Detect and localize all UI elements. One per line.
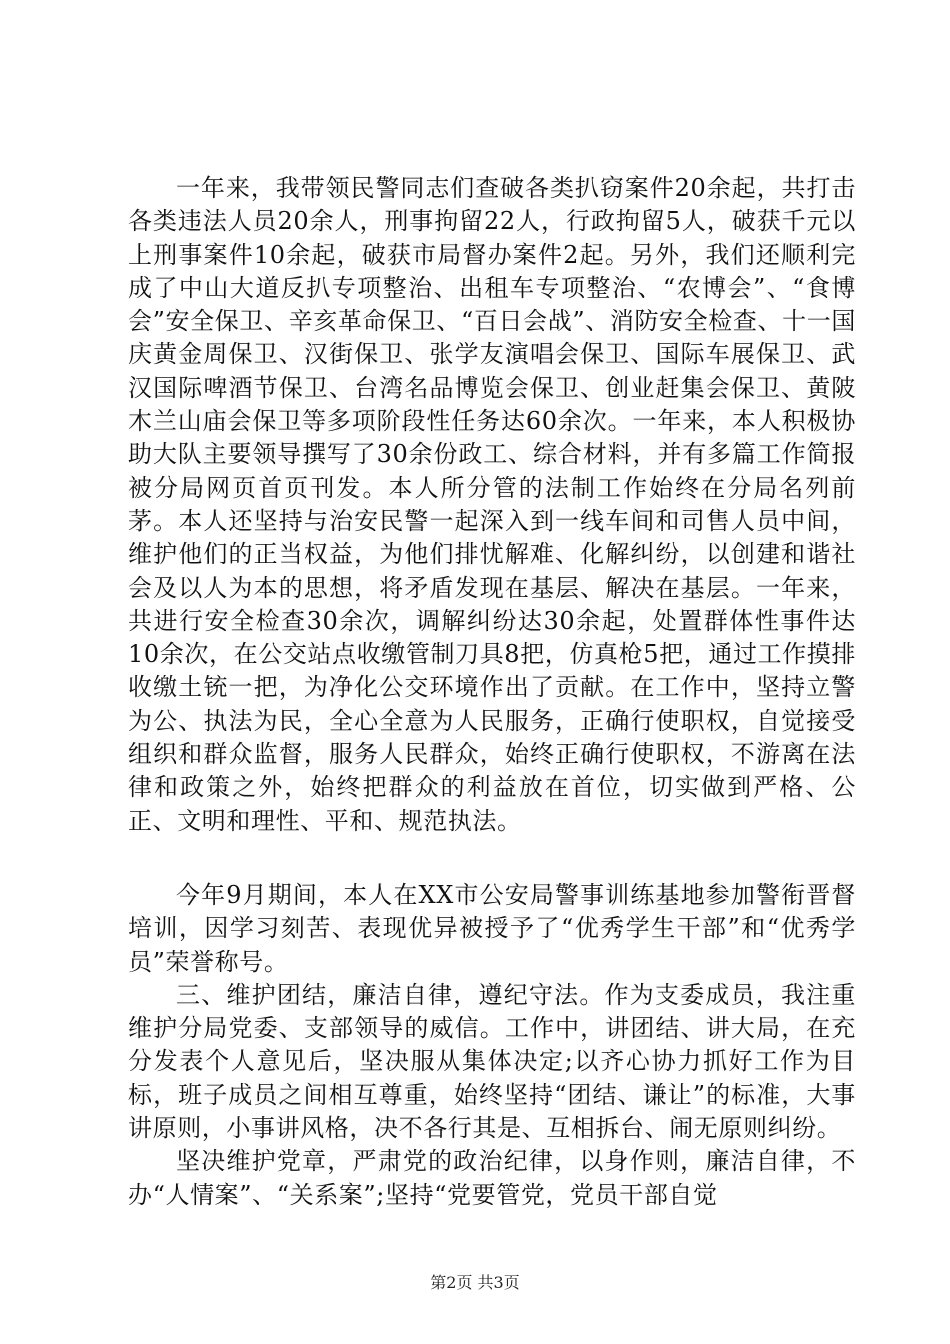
- document-body: [128, 172, 856, 1212]
- paragraph-unity-discipline: 三、维护团结，廉洁自律，遵纪守法。作为支委成员，我注重维护分局党委、支部领导的威信。工作中，讲团结、讲大局，在充分发表个人意见后，坚决服从集体决定;以齐心协力抓好工作为目标，班子成员之间相互尊重，始终坚持“团结、谦让”的标准，大事讲原则，小事讲风格，决不各行其是、互相拆台、闹无原则纠纷。: [128, 980, 856, 1143]
- page-footer: 第2页 共3页: [430, 1273, 520, 1292]
- paragraph-training-honor: 今年9月期间，本人在XX市公安局警事训练基地参加警衔晋督培训，因学习刻苦、表现优异被授予了“优秀学生干部”和“优秀学员”荣誉称号。: [128, 880, 856, 976]
- paragraph-work-summary: 一年来，我带领民警同志们查破各类扒窃案件20余起，共打击各类违法人员20余人，刑事拘留22人，行政拘留5人，破获千元以上刑事案件10余起，破获市局督办案件2起。另外，我们还顺利完成了中山大道反扒专项整治、出租车专项整治、“农博会”、“食博会”安全保卫、辛亥革命保卫、“百日会战”、消防安全检查、十一国庆黄金周保卫、汉街保卫、张学友演唱会保卫、国际车展保卫、武汉国际啤酒节保卫、台湾名品博览会保卫、创业赶集会保卫、黄陂木兰山庙会保卫等多项阶段性任务达60余次。一年来，本人积极协助大队主要领导撰写了30余份政工、综合材料，并有多篇工作简报被分局网页首页刊发。本人所分管的法制工作始终在分局名列前茅。本人还坚持与治安民警一起深入到一线车间和司售人员中间，维护他们的正当权益，为他们排忧解难、化解纠纷，以创建和谐社会及以人为本的思想，将矛盾发现在基层、解决在基层。一年来，共进行安全检查30余次，调解纠纷达30余起，处置群体性事件达10余次，在公交站点收缴管制刀具8把，仿真枪5把，通过工作摸排收缴土铳一把，为净化公交环境作出了贡献。在工作中，坚持立警为公、执法为民，全心全意为人民服务，正确行使职权，自觉接受组织和群众监督，服务人民群众，始终正确行使职权，不游离在法律和政策之外，始终把群众的利益放在首位，切实做到严格、公正、文明和理性、平和、规范执法。: [128, 174, 856, 835]
- paragraph-party-constitution: 坚决维护党章，严肃党的政治纪律，以身作则，廉洁自律，不办“人情案”、“关系案”;坚持“党要管党，党员干部自觉: [128, 1147, 856, 1209]
